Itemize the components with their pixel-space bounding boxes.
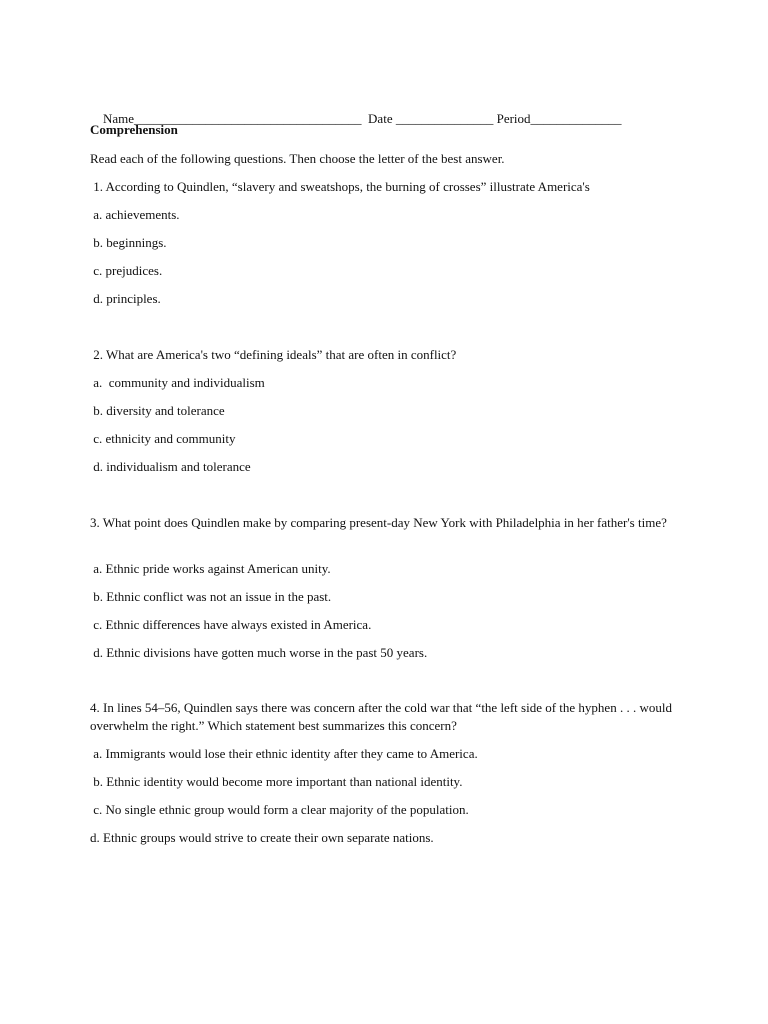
- instructions: Read each of the following questions. Then choose the letter of the best answer.: [90, 151, 505, 166]
- question-4-prompt: 4. In lines 54–56, Quindlen says there was concern after the cold war that “the left side of the hyphen . . . would overwhelm the right.” Which statement best summarizes this concern?: [90, 700, 672, 733]
- question-4-option-a: a. Immigrants would lose their ethnic identity after they came to America.: [90, 746, 478, 761]
- question-4-option-c: c. No single ethnic group would form a clear majority of the population.: [90, 802, 469, 817]
- question-3-option-a: a. Ethnic pride works against American unity.: [90, 561, 331, 576]
- question-1-option-b: b. beginnings.: [90, 235, 167, 250]
- question-3-prompt: 3. What point does Quindlen make by comparing present-day New York with Philadelphia in her father's time?: [90, 515, 667, 530]
- question-1-option-c: c. prejudices.: [90, 263, 163, 278]
- section-title: Comprehension: [90, 122, 178, 137]
- question-1-prompt: 1. According to Quindlen, “slavery and sweatshops, the burning of crosses” illustrate America's: [90, 179, 590, 194]
- question-2-option-a: a. community and individualism: [90, 375, 265, 390]
- date-field: Date _______________: [368, 111, 494, 126]
- question-2-option-c: c. ethnicity and community: [90, 431, 236, 446]
- question-1-option-d: d. principles.: [90, 291, 161, 306]
- question-3-option-b: b. Ethnic conflict was not an issue in the past.: [90, 589, 332, 604]
- question-1-option-a: a. achievements.: [90, 207, 180, 222]
- question-4-option-d: d. Ethnic groups would strive to create their own separate nations.: [90, 830, 434, 845]
- question-3-option-d: d. Ethnic divisions have gotten much worse in the past 50 years.: [90, 645, 428, 660]
- period-field: Period______________: [496, 111, 622, 126]
- name-field: Name___________________________________: [103, 111, 362, 126]
- question-3-option-c: c. Ethnic differences have always existed in America.: [90, 617, 372, 632]
- question-2-option-b: b. diversity and tolerance: [90, 403, 225, 418]
- question-2-option-d: d. individualism and tolerance: [90, 459, 251, 474]
- question-4-option-b: b. Ethnic identity would become more important than national identity.: [90, 774, 463, 789]
- question-2-prompt: 2. What are America's two “defining ideals” that are often in conflict?: [90, 347, 457, 362]
